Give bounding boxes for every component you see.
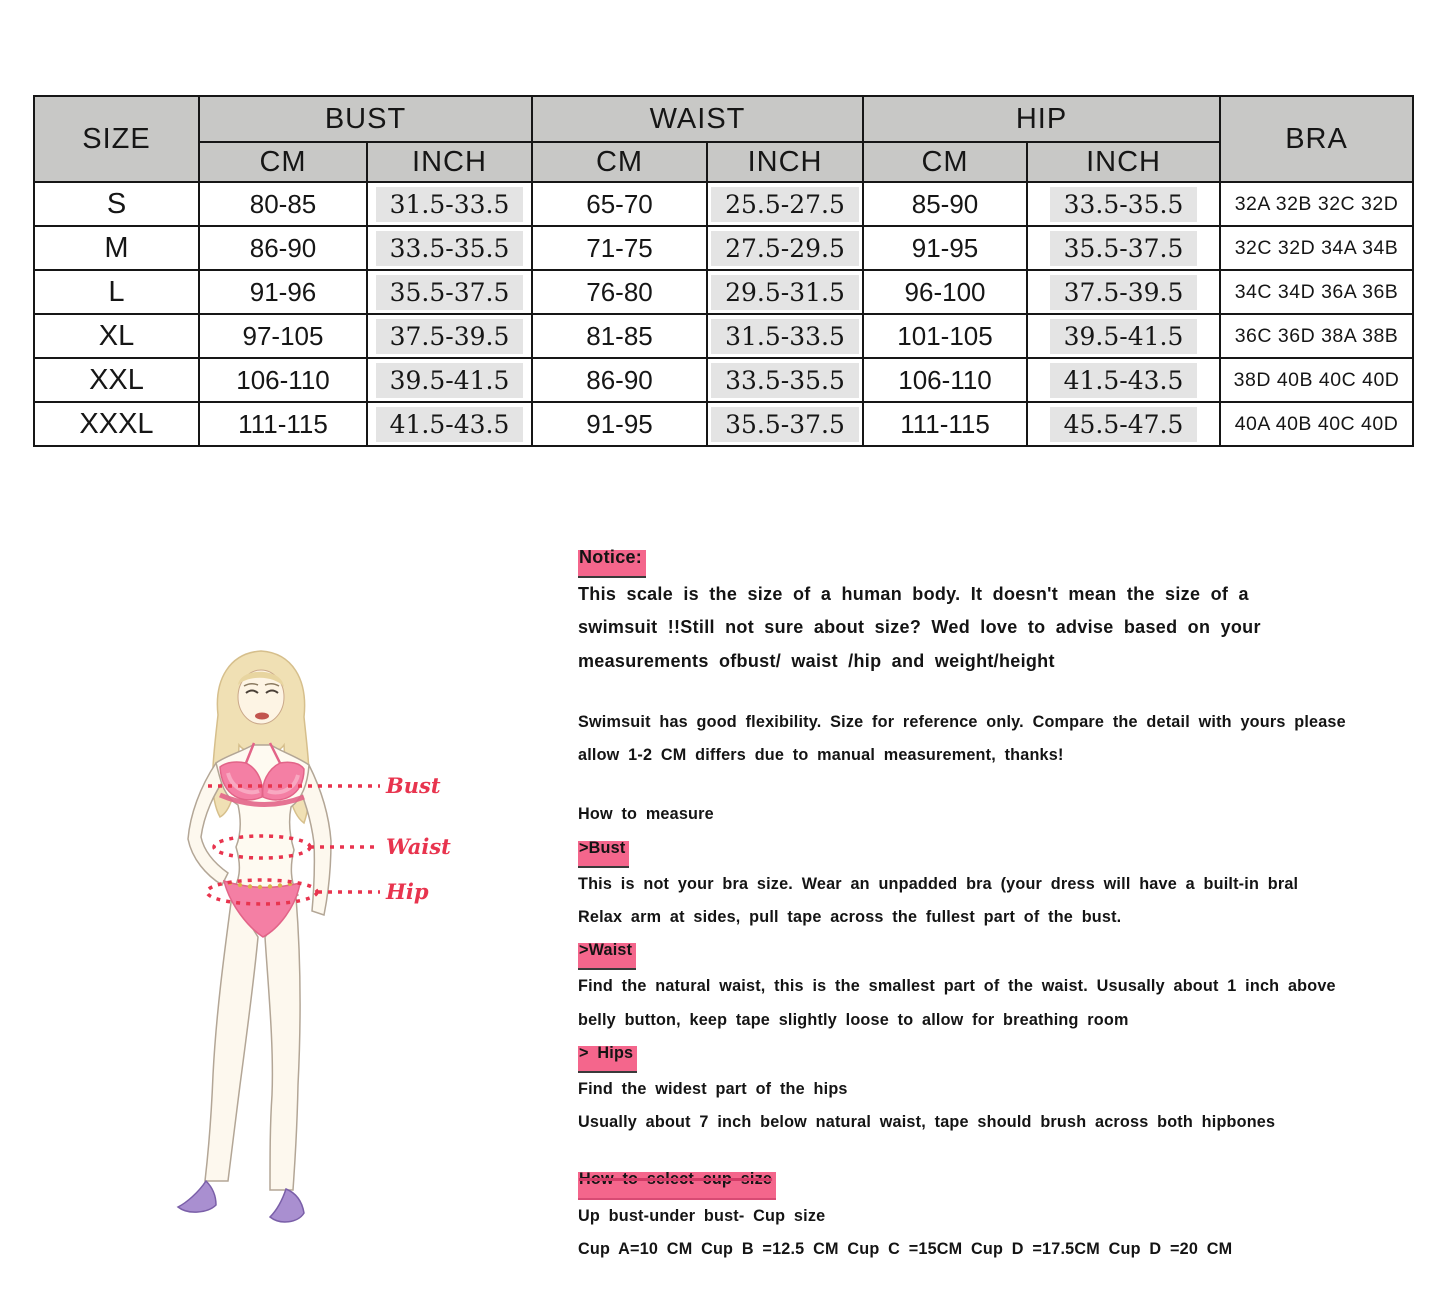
- size-chart-table: [33, 95, 1414, 447]
- waist-inch-value: 29.5-31.5: [707, 270, 863, 314]
- bust-instruction-line: This is not your bra size. Wear an unpadded bra (your dress will have a built-in bral: [578, 874, 1299, 893]
- notice-line: measurements ofbust/ waist /hip and weight/height: [578, 650, 1055, 671]
- bust-cm-value: 97-105: [199, 314, 367, 358]
- waist-inch-value: 35.5-37.5: [707, 402, 863, 446]
- subheader-bust-cm: CM: [199, 142, 367, 182]
- cup-size-line: Cup A=10 CM Cup B =12.5 CM Cup C =15CM Cup D =17.5CM Cup D =20 CM: [578, 1239, 1233, 1258]
- col-header-waist: WAIST: [532, 96, 863, 142]
- waist-instruction-line: Find the natural waist, this is the smallest part of the waist. Ususally about 1 inch above: [578, 977, 1336, 996]
- hip-inch-value: 35.5-37.5: [1027, 226, 1220, 270]
- col-header-size: SIZE: [34, 96, 199, 182]
- hips-instruction-line: Find the widest part of the hips: [578, 1080, 848, 1099]
- hips-section: [578, 1037, 1445, 1140]
- hip-cm-value: 91-95: [863, 226, 1027, 270]
- bust-inch-value: 39.5-41.5: [367, 358, 532, 402]
- waist-inch-value: 27.5-29.5: [707, 226, 863, 270]
- measurement-figure: [158, 645, 488, 1235]
- left-leg: [205, 895, 258, 1181]
- bust-instruction-line: Relax arm at sides, pull tape across the fullest part of the bust.: [578, 908, 1122, 927]
- bra-value: 40A 40B 40C 40D: [1220, 402, 1413, 446]
- hip-inch-value: 33.5-35.5: [1027, 182, 1220, 226]
- waist-instruction-line: belly button, keep tape slightly loose to allow for breathing room: [578, 1010, 1129, 1029]
- hip-cm-value: 111-115: [863, 402, 1027, 446]
- notice-heading-line: [578, 541, 1445, 578]
- notes-column: [578, 541, 1445, 1266]
- hip-inch-value: 41.5-43.5: [1027, 358, 1220, 402]
- cup-size-heading: How to select cup size: [578, 1163, 776, 1199]
- bra-value: 32C 32D 34A 34B: [1220, 226, 1413, 270]
- right-leg: [265, 897, 300, 1190]
- hips-instruction-line: Usually about 7 inch below natural waist, tape should brush across both hipbones: [578, 1113, 1276, 1132]
- bust-inch-value: 37.5-39.5: [367, 314, 532, 358]
- flexibility-paragraph: [578, 706, 1445, 772]
- waist-inch-value: 25.5-27.5: [707, 182, 863, 226]
- table-row-s: [34, 182, 1413, 226]
- subheader-waist-cm: CM: [532, 142, 707, 182]
- hip-inch-value: 37.5-39.5: [1027, 270, 1220, 314]
- bust-cm-value: 80-85: [199, 182, 367, 226]
- size-label: S: [34, 182, 199, 226]
- bust-cm-value: 111-115: [199, 402, 367, 446]
- table-row-xxl: [34, 358, 1413, 402]
- hips-section-heading: > Hips: [578, 1037, 637, 1073]
- bust-section: [578, 832, 1445, 935]
- flexibility-line: Swimsuit has good flexibility. Size for reference only. Compare the detail with yours please: [578, 713, 1346, 731]
- bra-value: 32A 32B 32C 32D: [1220, 182, 1413, 226]
- table-row-l: [34, 270, 1413, 314]
- left-shoe: [178, 1181, 216, 1212]
- waist-label: Waist: [386, 834, 451, 859]
- bust-cm-value: 91-96: [199, 270, 367, 314]
- notice-paragraph: [578, 578, 1445, 679]
- how-to-measure-heading: How to measure: [578, 805, 714, 824]
- subheader-hip-cm: CM: [863, 142, 1027, 182]
- waist-cm-value: 91-95: [532, 402, 707, 446]
- cup-size-section: [578, 1163, 1445, 1266]
- hip-cm-value: 96-100: [863, 270, 1027, 314]
- right-shoe: [270, 1189, 304, 1222]
- woman-sketch-illustration: [158, 645, 488, 1235]
- table-row-xl: [34, 314, 1413, 358]
- waist-section-heading: >Waist: [578, 934, 636, 970]
- bust-section-heading: >Bust: [578, 832, 629, 868]
- cup-size-line: Up bust-under bust- Cup size: [578, 1206, 826, 1225]
- waist-cm-value: 86-90: [532, 358, 707, 402]
- bra-value: 36C 36D 38A 38B: [1220, 314, 1413, 358]
- waist-cm-value: 71-75: [532, 226, 707, 270]
- waist-inch-value: 31.5-33.5: [707, 314, 863, 358]
- col-header-bust: BUST: [199, 96, 532, 142]
- bust-label: Bust: [386, 773, 441, 798]
- bust-cm-value: 106-110: [199, 358, 367, 402]
- bust-inch-value: 35.5-37.5: [367, 270, 532, 314]
- size-label: XXL: [34, 358, 199, 402]
- hip-inch-value: 45.5-47.5: [1027, 402, 1220, 446]
- flexibility-line: allow 1-2 CM differs due to manual measurement, thanks!: [578, 746, 1064, 765]
- lips: [255, 713, 269, 720]
- subheader-hip-inch: INCH: [1027, 142, 1220, 182]
- notice-line: swimsuit !!Still not sure about size? Wed love to advise based on your: [578, 617, 1261, 637]
- subheader-bust-inch: INCH: [367, 142, 532, 182]
- notice-heading: Notice:: [578, 541, 646, 578]
- hip-cm-value: 85-90: [863, 182, 1027, 226]
- waist-cm-value: 81-85: [532, 314, 707, 358]
- hip-label: Hip: [386, 879, 429, 904]
- hip-inch-value: 39.5-41.5: [1027, 314, 1220, 358]
- size-label: M: [34, 226, 199, 270]
- bra-value: 38D 40B 40C 40D: [1220, 358, 1413, 402]
- table-row-xxxl: [34, 402, 1413, 446]
- col-header-hip: HIP: [863, 96, 1220, 142]
- size-label: XL: [34, 314, 199, 358]
- bust-inch-value: 33.5-35.5: [367, 226, 532, 270]
- col-header-bra: BRA: [1220, 96, 1413, 182]
- hip-cm-value: 106-110: [863, 358, 1027, 402]
- waist-cm-value: 65-70: [532, 182, 707, 226]
- hip-cm-value: 101-105: [863, 314, 1027, 358]
- notice-line: This scale is the size of a human body. It doesn't mean the size of a: [578, 583, 1249, 604]
- bust-cm-value: 86-90: [199, 226, 367, 270]
- waist-inch-value: 33.5-35.5: [707, 358, 863, 402]
- subheader-waist-inch: INCH: [707, 142, 863, 182]
- size-label: L: [34, 270, 199, 314]
- bust-inch-value: 31.5-33.5: [367, 182, 532, 226]
- bust-inch-value: 41.5-43.5: [367, 402, 532, 446]
- table-row-m: [34, 226, 1413, 270]
- bra-value: 34C 34D 36A 36B: [1220, 270, 1413, 314]
- waist-section: [578, 934, 1445, 1037]
- waist-cm-value: 76-80: [532, 270, 707, 314]
- size-label: XXXL: [34, 402, 199, 446]
